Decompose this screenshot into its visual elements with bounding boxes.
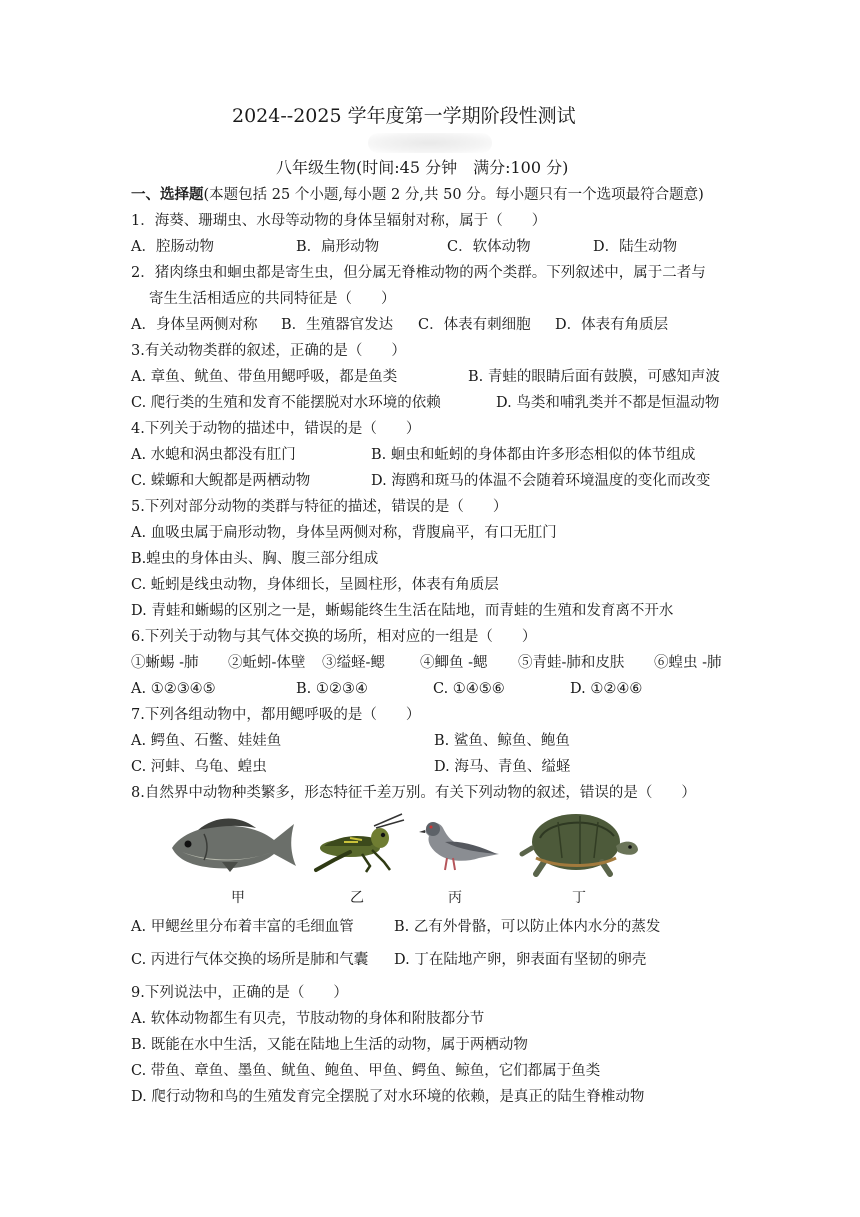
q8-option-b: B. 乙有外骨骼，可以防止体内水分的蒸发 [394,919,661,935]
turtle-image [518,808,642,878]
fish-image [168,812,300,874]
q5-option-c: C. 蚯蚓是线虫动物，身体细长，呈圆柱形，体表有角质层 [131,577,499,593]
q9-option-d: D. 爬行动物和鸟的生殖发育完全摆脱了对水环境的依赖，是真正的陆生脊椎动物 [131,1089,645,1105]
q1-option-c: C．软体动物 [447,239,531,255]
pigeon-image [417,812,503,874]
q2-option-b: B．生殖器官发达 [281,317,394,333]
q9-option-b: B. 既能在水中生活，又能在陆地上生活的动物，属于两栖动物 [131,1037,528,1053]
q1-option-b: B．扁形动物 [296,239,380,255]
q6-item: ③缢蛏-鳃 [322,655,385,671]
q3-stem: 3.有关动物类群的叙述，正确的是（ ） [131,343,406,359]
q8-label-yi: 乙 [350,890,364,906]
page-title: 2024--2025 学年度第一学期阶段性测试 [232,105,576,127]
section-header [131,185,704,205]
q6-option-b: B. ①②③④ [296,681,368,697]
q2-option-c: C．体表有刺细胞 [418,317,531,333]
q9-option-a: A. 软体动物都生有贝壳，节肢动物的身体和附肢都分节 [131,1011,485,1027]
q7-option-c: C. 河蚌、乌龟、蝗虫 [131,759,267,775]
q6-option-a: A. ①②③④⑤ [131,681,216,697]
q8-option-a: A. 甲鳃丝里分布着丰富的毛细血管 [131,919,354,935]
q5-stem: 5.下列对部分动物的类群与特征的描述，错误的是（ ） [131,499,508,515]
q4-option-c: C. 蝾螈和大鲵都是两栖动物 [131,473,311,489]
q8-option-d: D. 丁在陆地产卵，卵表面有坚韧的卵壳 [394,952,647,968]
q4-stem: 4.下列关于动物的描述中，错误的是（ ） [131,421,421,437]
q2-option-a: A．身体呈两侧对称 [131,317,258,333]
q6-item: ①蜥蜴 -肺 [131,655,199,671]
q6-item: ④鲫鱼 -鳃 [420,655,488,671]
q8-label-bing: 丙 [448,890,462,906]
grasshopper-image [310,812,406,874]
q4-option-b: B. 蛔虫和蚯蚓的身体都由许多形态相似的体节组成 [371,447,696,463]
q2-option-d: D．体表有角质层 [555,317,669,333]
q9-option-c: C. 带鱼、章鱼、墨鱼、鱿鱼、鲍鱼、甲鱼、鳄鱼、鲸鱼，它们都属于鱼类 [131,1063,601,1079]
q1-stem: 1．海葵、珊瑚虫、水母等动物的身体呈辐射对称，属于（ ） [131,213,547,229]
q5-option-b: B.蝗虫的身体由头、胸、腹三部分组成 [131,551,379,567]
q6-option-d: D. ①②④⑥ [570,681,643,697]
q6-item: ②蚯蚓-体壁 [228,655,306,671]
q8-label-jia: 甲 [231,890,245,906]
page-subtitle: 八年级生物(时间:45 分钟 满分:100 分) [276,158,569,177]
q7-stem: 7.下列各组动物中，都用鳃呼吸的是（ ） [131,707,421,723]
q6-item: ⑤青蛙-肺和皮肤 [518,655,625,671]
q3-option-b: B. 青蛙的眼睛后面有鼓膜，可感知声波 [468,369,720,385]
q6-option-c: C. ①④⑤⑥ [433,681,505,697]
q9-stem: 9.下列说法中，正确的是（ ） [131,985,348,1001]
q8-stem: 8.自然界中动物种类繁多，形态特征千差万别。有关下列动物的叙述，错误的是（ ） [131,785,696,801]
q8-label-ding: 丁 [572,890,586,906]
q1-option-d: D．陆生动物 [593,239,678,255]
q5-option-d: D. 青蛙和蜥蜴的区别之一是，蜥蜴能终生生活在陆地，而青蛙的生殖和发育离不开水 [131,603,674,619]
q4-option-d: D. 海鸥和斑马的体温不会随着环境温度的变化而改变 [371,473,711,489]
q1-option-a: A．腔肠动物 [131,239,214,255]
q7-option-b: B. 鲨鱼、鲸鱼、鲍鱼 [434,733,570,749]
q3-option-a: A. 章鱼、鱿鱼、带鱼用鳃呼吸，都是鱼类 [131,369,398,385]
q4-option-a: A. 水螅和涡虫都没有肛门 [131,447,296,463]
q2-stem-line1: 2．猪肉绦虫和蛔虫都是寄生虫，但分属无脊椎动物的两个类群。下列叙述中，属于二者与 [131,265,706,281]
q7-option-a: A. 鳄鱼、石鳖、娃娃鱼 [131,733,282,749]
q5-option-a: A. 血吸虫属于扁形动物，身体呈两侧对称，背腹扁平，有口无肛门 [131,525,557,541]
q7-option-d: D. 海马、青鱼、缢蛏 [434,759,571,775]
q2-stem-line2: 寄生生活相适应的共同特征是（ ） [149,291,396,307]
q3-option-d: D. 鸟类和哺乳类并不都是恒温动物 [496,395,720,411]
q6-item: ⑥蝗虫 -肺 [654,655,722,671]
smudge-mark [368,133,492,153]
section-instruction: (本题包括 25 个小题,每小题 2 分,共 50 分。每小题只有一个选项最符合题意) [203,187,704,203]
q8-option-c: C. 丙进行气体交换的场所是肺和气囊 [131,952,369,968]
q3-option-c: C. 爬行类的生殖和发育不能摆脱对水环境的依赖 [131,395,441,411]
section-heading: 一、选择题 [131,186,204,203]
q6-stem: 6.下列关于动物与其气体交换的场所，相对应的一组是（ ） [131,629,537,645]
